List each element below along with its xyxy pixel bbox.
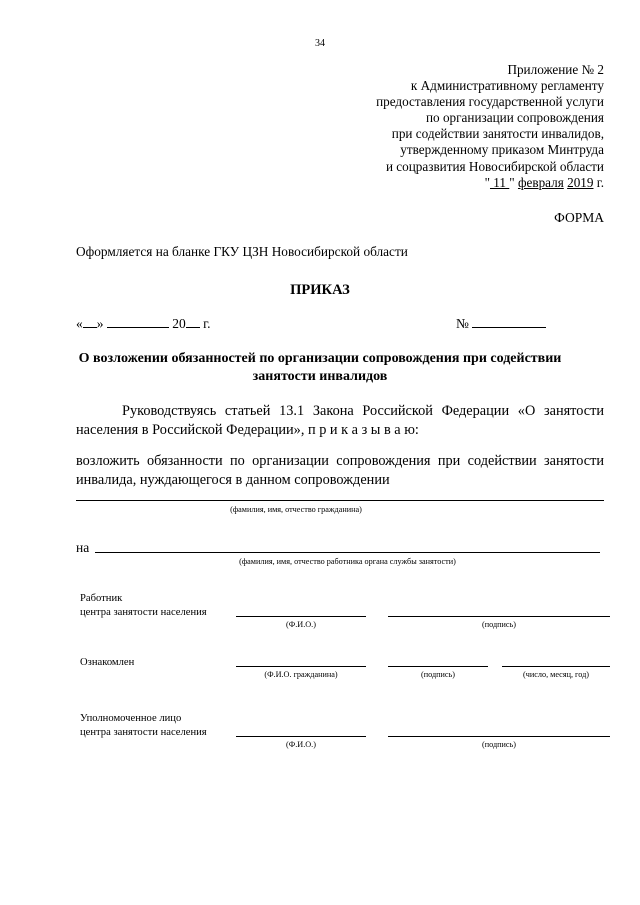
year-prefix: 20 <box>172 316 186 331</box>
sig1-label-line: Работник <box>80 593 123 604</box>
sig3-sign-line[interactable] <box>388 736 610 737</box>
appendix-line: по организации сопровождения <box>426 110 604 126</box>
sig1-sign-line[interactable] <box>388 616 610 617</box>
sig1-fio-caption: (Ф.И.О.) <box>286 620 316 629</box>
sig3-fio-line[interactable] <box>236 736 366 737</box>
sig1-label-line: центра занятости населения <box>80 607 207 618</box>
number-sign: № <box>456 316 469 331</box>
appendix-header <box>376 62 604 191</box>
sig2-fio-caption: (Ф.И.О. гражданина) <box>264 670 338 679</box>
month-field[interactable] <box>107 316 169 328</box>
order-number-line <box>456 316 546 332</box>
appendix-line: при содействии занятости инвалидов, <box>391 126 604 142</box>
sig3-fio-caption: (Ф.И.О.) <box>286 740 316 749</box>
day-field[interactable] <box>83 316 97 328</box>
date-close: » <box>96 316 104 331</box>
sig1-sign-caption: (подпись) <box>482 620 516 629</box>
citizen-name-line[interactable] <box>76 500 604 501</box>
citizen-name-caption: (фамилия, имя, отчество гражданина) <box>230 505 362 514</box>
page-number: 34 <box>315 38 325 49</box>
sig2-fio-line[interactable] <box>236 666 366 667</box>
subject-line: занятости инвалидов <box>252 369 388 384</box>
sig3-label <box>80 712 207 740</box>
blank-note: Оформляется на бланке ГКУ ЦЗН Новосибирской области <box>76 244 408 259</box>
appendix-line: предоставления государственной услуги <box>376 94 604 110</box>
date-open-quote: " <box>484 174 490 190</box>
order-subject <box>0 350 640 386</box>
sig2-date-caption: (число, месяц, год) <box>523 670 589 679</box>
appendix-date <box>376 175 604 191</box>
on-word: на <box>76 540 90 555</box>
date-suffix: г. <box>596 174 604 190</box>
order-date-line <box>76 316 211 332</box>
doc-title: ПРИКАЗ <box>290 282 350 298</box>
subject-line: О возложении обязанностей по организации сопровождения при содействии <box>78 351 562 366</box>
preamble-paragraph: Руководствуясь статьей 13.1 Закона Российской Федерации «О занятости населения в Российской Федерации», п р и к а з ы в а ю: <box>76 403 604 438</box>
appendix-line: и соцразвития Новосибирской области <box>385 158 604 174</box>
number-field[interactable] <box>472 316 546 328</box>
date-year: 2019 <box>567 174 594 190</box>
sig2-sign-line[interactable] <box>388 666 488 667</box>
sig3-label-line: Уполномоченное лицо <box>80 713 182 724</box>
sig2-label: Ознакомлен <box>80 657 135 668</box>
date-open: « <box>76 316 83 331</box>
date-month: февраля <box>517 174 564 190</box>
sig2-date-line[interactable] <box>502 666 610 667</box>
sig1-fio-line[interactable] <box>236 616 366 617</box>
date-day: 11 <box>489 174 510 190</box>
employee-name-line[interactable] <box>95 552 600 553</box>
appendix-line: утвержденному приказом Минтруда <box>400 142 604 158</box>
sig3-label-line: центра занятости населения <box>80 727 207 738</box>
sig3-sign-caption: (подпись) <box>482 740 516 749</box>
employee-name-caption: (фамилия, имя, отчество работника органа службы занятости) <box>239 557 456 566</box>
appendix-line: Приложение № 2 <box>507 62 604 77</box>
assign-paragraph: возложить обязанности по организации сопровождения при содействии занятости инвалида, нуждающегося в данном сопровождении <box>76 453 604 488</box>
year-suffix: г. <box>203 316 211 331</box>
appendix-line: к Административному регламенту <box>410 78 604 94</box>
date-close-quote: " <box>509 174 515 190</box>
year-field[interactable] <box>186 316 200 328</box>
sig2-sign-caption: (подпись) <box>421 670 455 679</box>
form-label: ФОРМА <box>554 210 604 225</box>
sig1-label <box>80 592 207 620</box>
